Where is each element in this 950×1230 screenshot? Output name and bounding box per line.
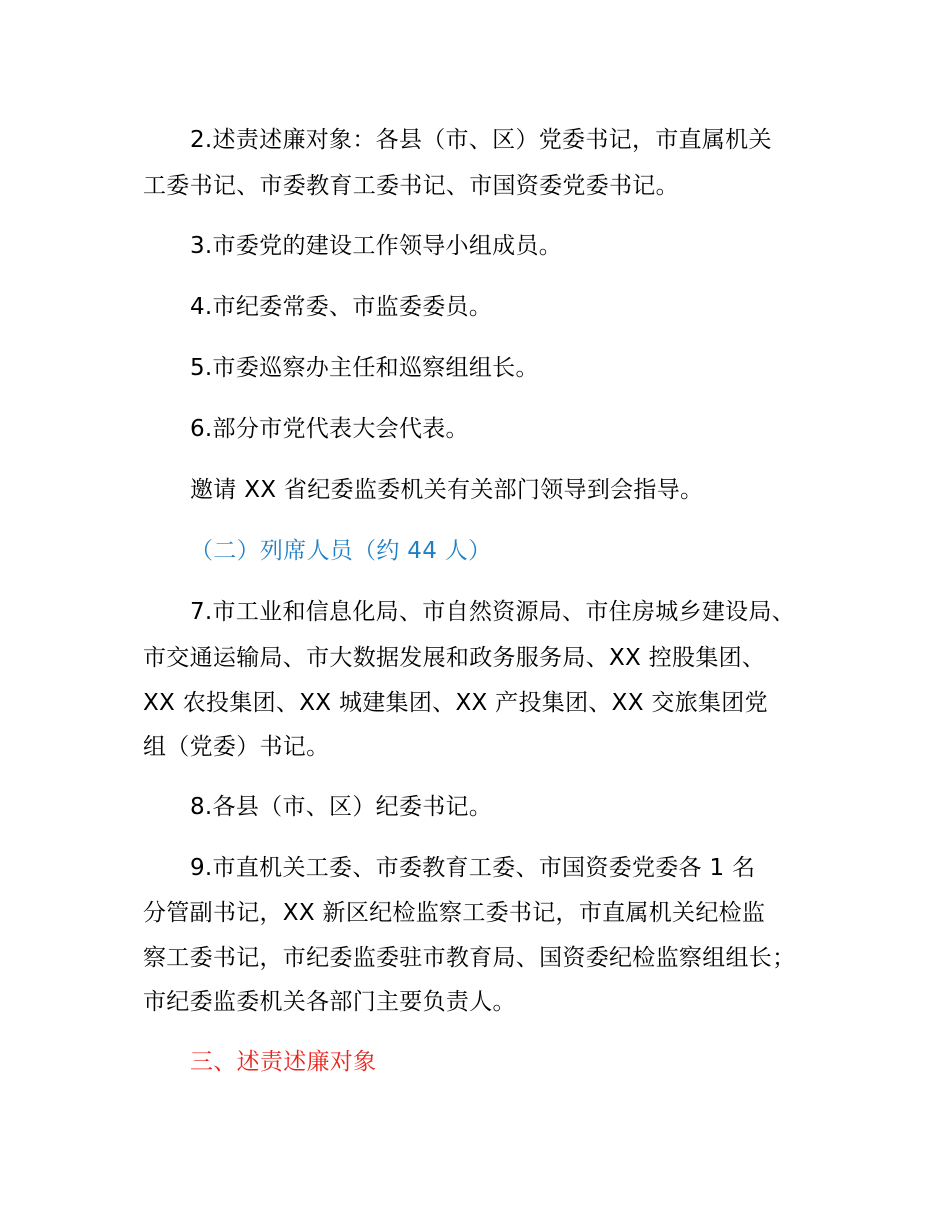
subheading-attendees: （二）列席人员（约 44 人） bbox=[190, 538, 492, 564]
paragraph-item-2-line-2: 工委书记、市委教育工委书记、市国资委党委书记。 bbox=[143, 173, 679, 199]
paragraph-item-5: 5.市委巡察办主任和巡察组组长。 bbox=[190, 355, 539, 381]
paragraph-item-3: 3.市委党的建设工作领导小组成员。 bbox=[190, 233, 563, 259]
paragraph-item-8: 8.各县（市、区）纪委书记。 bbox=[190, 794, 493, 820]
heading-section-three: 三、述责述廉对象 bbox=[190, 1049, 377, 1075]
paragraph-item-9-line-1: 9.市直机关工委、市委教育工委、市国资委党委各 1 名 bbox=[190, 855, 756, 881]
paragraph-item-4: 4.市纪委常委、市监委委员。 bbox=[190, 294, 493, 320]
paragraph-item-9-line-2: 分管副书记，XX 新区纪检监察工委书记，市直属机关纪检监 bbox=[143, 900, 766, 926]
paragraph-item-7-line-1: 7.市工业和信息化局、市自然资源局、市住房城乡建设局、 bbox=[190, 599, 796, 625]
paragraph-item-7-line-3: XX 农投集团、XX 城建集团、XX 产投集团、XX 交旅集团党 bbox=[143, 690, 768, 716]
paragraph-item-9-line-3: 察工委书记，市纪委监委驻市教育局、国资委纪检监察组组长； bbox=[143, 945, 796, 971]
paragraph-invitation: 邀请 XX 省纪委监委机关有关部门领导到会指导。 bbox=[190, 477, 704, 503]
paragraph-item-6: 6.部分市党代表大会代表。 bbox=[190, 416, 469, 442]
paragraph-item-9-line-4: 市纪委监委机关各部门主要负责人。 bbox=[143, 989, 516, 1015]
paragraph-item-7-line-2: 市交通运输局、市大数据发展和政务服务局、XX 控股集团、 bbox=[143, 645, 766, 671]
paragraph-item-7-line-4: 组（党委）书记。 bbox=[143, 734, 330, 760]
paragraph-item-2-line-1: 2.述责述廉对象：各县（市、区）党委书记，市直属机关 bbox=[190, 127, 772, 153]
